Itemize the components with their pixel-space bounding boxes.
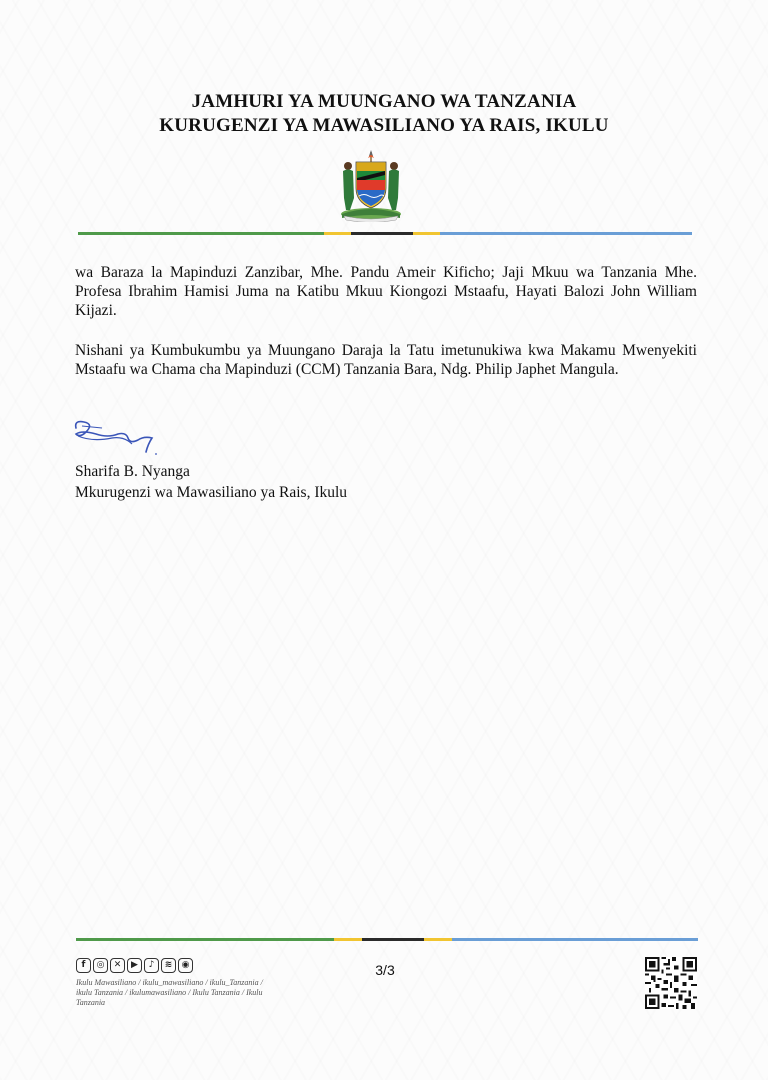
signer-block (75, 461, 347, 503)
youtube-icon[interactable]: ▶ (127, 958, 142, 973)
social-handles: Ikulu Mawasiliano / ikulu_mawasiliano / ikulu_Tanzania / ikulu Tanzania / ikulumawasiliano / Ikulu Tanzania / Ikulu Tanzania (76, 978, 263, 1007)
document-header (0, 90, 768, 138)
podcast-icon[interactable]: ◉ (178, 958, 193, 973)
signer-name: Sharifa B. Nyanga (75, 463, 190, 480)
spotify-icon[interactable]: ≋ (161, 958, 176, 973)
footer-color-stripe (76, 938, 698, 941)
signature-icon (72, 414, 162, 458)
header-line-2: KURUGENZI YA MAWASILIANO YA RAIS, IKULU (159, 115, 609, 136)
body-paragraph-1: wa Baraza la Mapinduzi Zanzibar, Mhe. Pandu Ameir Kificho; Jaji Mkuu wa Tanzania Mhe. Profesa Ibrahim Hamisi Juma na Katibu Mkuu Kiongozi Mstaafu, Hayati Balozi John William Kijazi. (75, 264, 697, 319)
instagram-icon[interactable]: ◎ (93, 958, 108, 973)
qr-code-icon[interactable] (645, 957, 697, 1009)
tiktok-icon[interactable]: ♪ (144, 958, 159, 973)
signer-title: Mkurugenzi wa Mawasiliano ya Rais, Ikulu (75, 484, 348, 501)
body-paragraph-2: Nishani ya Kumbukumbu ya Muungano Daraja la Tatu imetunukiwa kwa Makamu Mwenyekiti Mstaafu wa Chama cha Mapinduzi (CCM) Tanzania Bara, Ndg. Philip Japhet Mangula. (75, 342, 697, 378)
social-icons (76, 958, 193, 973)
x-icon[interactable]: ✕ (110, 958, 125, 973)
page-number: 3/3 (375, 962, 395, 978)
header-color-stripe (78, 232, 692, 235)
facebook-icon[interactable]: f (76, 958, 91, 973)
tanzania-coat-of-arms-icon (334, 148, 408, 222)
header-line-1: JAMHURI YA MUUNGANO WA TANZANIA (191, 91, 577, 112)
